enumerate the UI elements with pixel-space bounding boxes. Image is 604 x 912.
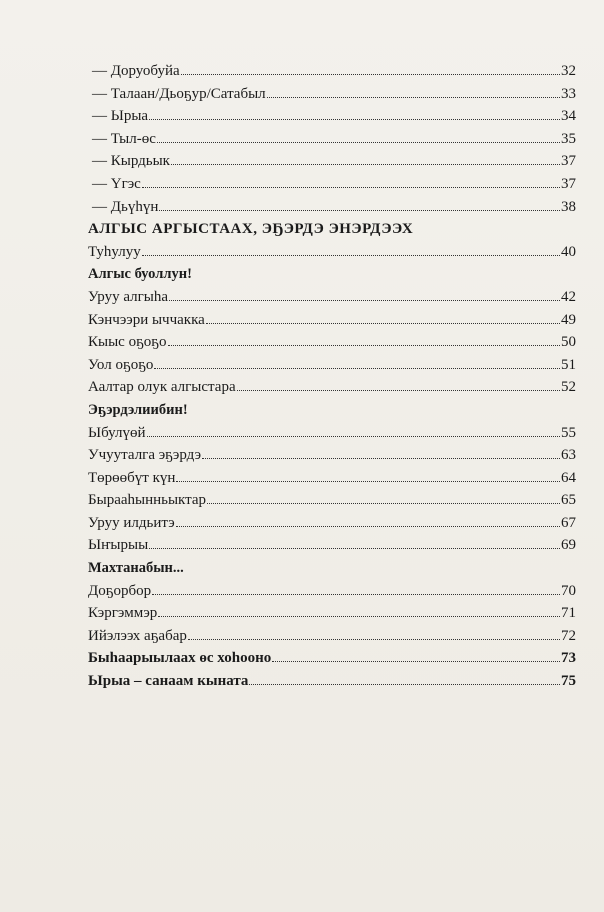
toc-entry (88, 467, 576, 490)
toc-page-number: 64 (561, 469, 576, 486)
toc-page-number: 50 (561, 334, 576, 351)
dot-leader (176, 481, 560, 482)
toc-page-number: 67 (561, 514, 576, 531)
toc-page-number: 38 (561, 198, 576, 215)
toc-entry-title: Аалтар олук алгыстара (88, 379, 236, 396)
toc-entry (88, 647, 576, 670)
dot-leader (158, 616, 560, 617)
dot-leader (207, 503, 560, 504)
toc-entry (88, 534, 576, 557)
dot-leader (142, 187, 560, 188)
toc-page-number: 73 (561, 650, 576, 667)
toc-entry-title: Ыҥырыы (88, 537, 149, 554)
toc-entry (88, 376, 576, 399)
toc-entry (88, 83, 576, 106)
toc-entry-title: Уол оҕоҕо (88, 356, 154, 373)
toc-entry (88, 489, 576, 512)
toc-entry (88, 309, 576, 332)
toc-entry-title: Төрөөбүт күн (88, 469, 176, 486)
toc-entry-title: Ыбулүөй (88, 424, 146, 441)
toc-page-number: 71 (561, 605, 576, 622)
dot-leader (149, 548, 560, 549)
toc-page-number: 37 (561, 175, 576, 192)
toc-page-number: 42 (561, 288, 576, 305)
toc-entry (88, 196, 576, 219)
toc-entry-title: Туһулуу (88, 243, 141, 260)
dot-leader (249, 684, 560, 685)
dot-leader (188, 639, 560, 640)
dot-leader (154, 368, 560, 369)
dot-leader (272, 661, 560, 662)
toc-entry-title: Уруу алгыһа (88, 288, 169, 305)
toc-entry (88, 444, 576, 467)
dot-leader (168, 345, 560, 346)
toc-entry (88, 150, 576, 173)
toc-entry-title: Уруу илдьитэ (88, 514, 175, 531)
toc-entry-title: Кэнчээри ыччакка (88, 311, 205, 328)
toc-page-number: 65 (561, 492, 576, 509)
toc-entry (88, 173, 576, 196)
toc-entry (88, 580, 576, 603)
toc-section-heading (88, 557, 576, 580)
toc-entry (88, 625, 576, 648)
toc-section-heading (88, 399, 576, 422)
toc-page-number: 75 (561, 673, 576, 690)
toc-page-number: 70 (561, 582, 576, 599)
toc-entry-title: Эҕэрдэлиибин! (88, 401, 188, 418)
dot-leader (202, 458, 560, 459)
dot-leader (181, 74, 560, 75)
toc-entry (88, 286, 576, 309)
toc-entry-title: Ийэлээх аҕабар (88, 627, 187, 644)
toc-entry (88, 602, 576, 625)
toc-entry (88, 331, 576, 354)
dot-leader (206, 323, 560, 324)
dot-leader (237, 390, 560, 391)
toc-entry (88, 241, 576, 264)
dot-leader (159, 210, 560, 211)
dot-leader (142, 255, 560, 256)
toc-entry-title: Кэргэммэр (88, 605, 158, 622)
toc-page-number: 32 (561, 63, 576, 79)
toc-entry-title: Ырыа – санаам кыната (88, 673, 249, 690)
toc-entry-title: — Ырыа (92, 108, 149, 125)
toc-page-number: 52 (561, 379, 576, 396)
dot-leader (147, 436, 561, 437)
toc-entry-title: — Кырдьык (92, 153, 170, 170)
toc-page-number: 69 (561, 537, 576, 554)
toc-page-number: 40 (561, 243, 576, 260)
toc-entry-title: Кыыс оҕоҕо (88, 334, 167, 351)
toc-entry (88, 354, 576, 377)
toc-entry (88, 670, 576, 693)
toc-page-number: 51 (561, 356, 576, 373)
toc-page-number: 72 (561, 627, 576, 644)
toc-entry-title: Учууталга эҕэрдэ (88, 447, 202, 464)
toc-entry-title: АЛГЫС АРГЫСТААХ, ЭҔЭРДЭ ЭНЭРДЭЭХ (88, 221, 414, 238)
toc-entry (88, 60, 576, 83)
dot-leader (171, 164, 560, 165)
dot-leader (149, 119, 560, 120)
toc-page-number: 55 (561, 424, 576, 441)
dot-leader (169, 300, 560, 301)
toc-page-number: 35 (561, 130, 576, 147)
toc-entry-title: — Доруобуйа (92, 63, 180, 79)
toc-page-number: 34 (561, 108, 576, 125)
toc-entry (88, 512, 576, 535)
toc-entry-title: Доҕорбор (88, 582, 152, 599)
toc-entry-title: Алгыс буоллун! (88, 266, 192, 283)
dot-leader (176, 526, 560, 527)
toc-section-heading (88, 263, 576, 286)
toc-entry-title: Быһаарыылаах өс хоһооно (88, 650, 272, 667)
toc-entry (88, 422, 576, 445)
table-of-contents (88, 60, 576, 693)
dot-leader (157, 142, 560, 143)
toc-page-number: 37 (561, 153, 576, 170)
toc-part-heading (88, 218, 576, 241)
toc-page-number: 49 (561, 311, 576, 328)
toc-entry (88, 105, 576, 128)
toc-entry-title: Бырааһынньыктар (88, 492, 207, 509)
toc-entry-title: — Тыл-өс (92, 130, 156, 147)
toc-page-number: 63 (561, 447, 576, 464)
toc-entry-title: Махтанабын... (88, 560, 184, 577)
toc-entry (88, 128, 576, 151)
toc-entry-title: — Талаан/Дьоҕур/Сатабыл (92, 85, 266, 102)
dot-leader (152, 594, 560, 595)
toc-entry-title: — Үгэс (92, 175, 141, 192)
dot-leader (267, 97, 560, 98)
toc-page-number: 33 (561, 85, 576, 102)
toc-entry-title: — Дьүһүн (92, 198, 159, 215)
